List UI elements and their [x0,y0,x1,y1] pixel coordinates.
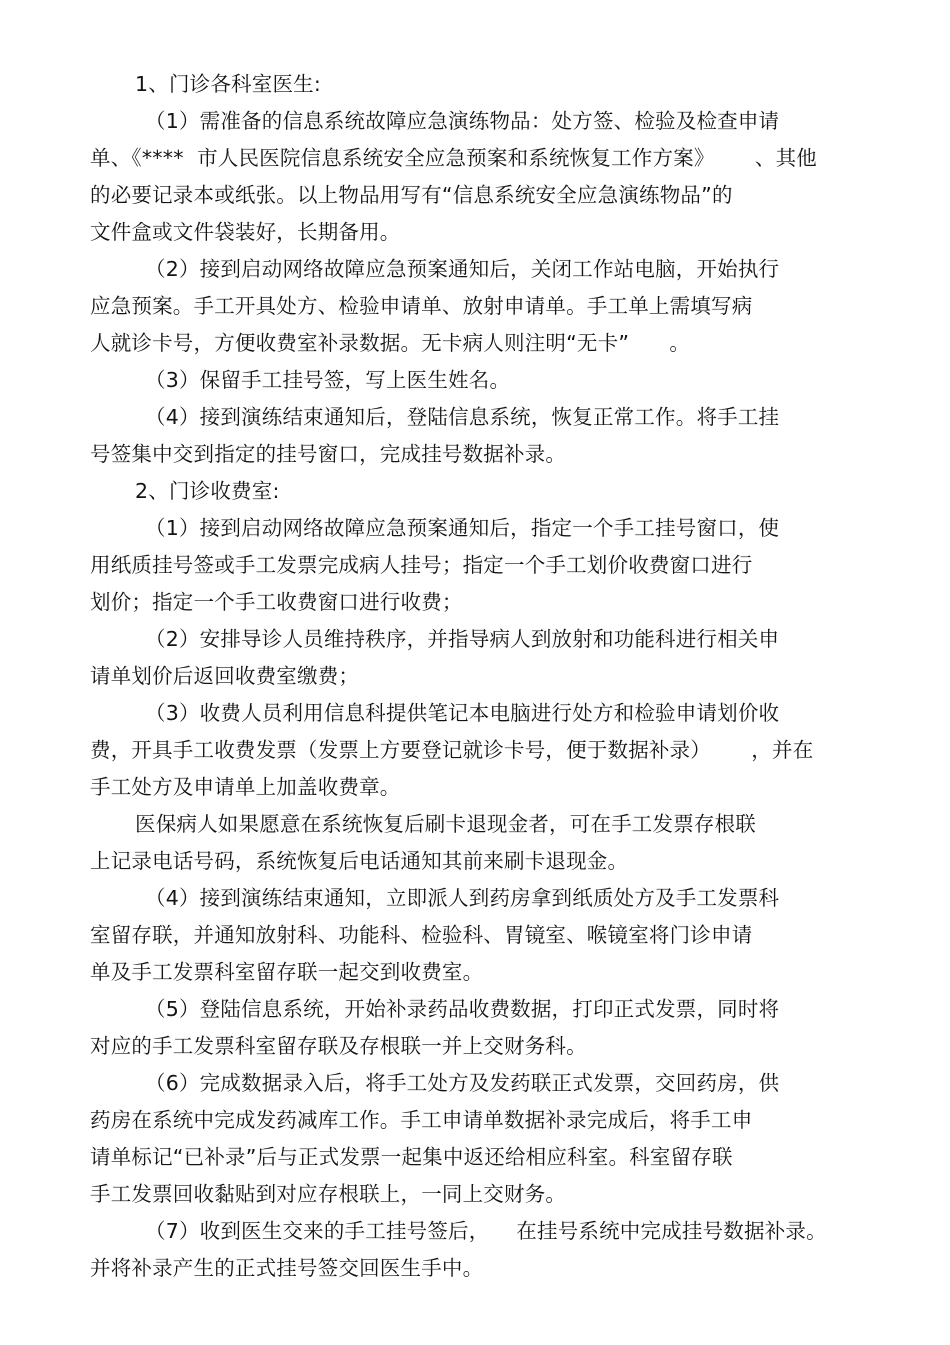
paragraph-line: 医保病人如果愿意在系统恢复后刷卡退现金者，可在手工发票存根联 [135,812,756,836]
paragraph-line: 人就诊卡号，方便收费室补录数据。无卡病人则注明“无卡” 。 [90,331,691,355]
paragraph-line: 请单划价后返回收费室缴费； [90,664,360,688]
paragraph-line: 药房在系统中完成发药减库工作。手工申请单数据补录完成后，将手工申 [90,1108,753,1132]
paragraph-line: 室留存联，并通知放射科、功能科、检验科、胃镜室、喉镜室将门诊申请 [90,923,753,947]
section-heading-2: 2、门诊收费室: [135,479,280,503]
paragraph-line: （4）接到演练结束通知后，登陆信息系统，恢复正常工作。将手工挂 [145,405,780,429]
paragraph-line: 号签集中交到指定的挂号窗口，完成挂号数据补录。 [90,442,567,466]
paragraph-line: （3）保留手工挂号签，写上医生姓名。 [145,368,511,392]
paragraph-line: （1）需准备的信息系统故障应急演练物品：处方签、检验及检查申请 [145,109,780,133]
paragraph-line: 用纸质挂号签或手工发票完成病人挂号；指定一个手工划价收费窗口进行 [90,553,753,577]
paragraph-line: 并将补录产生的正式挂号签交回医生手中。 [90,1256,484,1280]
paragraph-line: 手工处方及申请单上加盖收费章。 [90,775,401,799]
paragraph-line: （6）完成数据录入后，将手工处方及发药联正式发票，交回药房，供 [145,1071,780,1095]
paragraph-line: 单、《**** 市人民医院信息系统安全应急预案和系统恢复工作方案》 、其他 [90,146,817,170]
paragraph-line: 费，开具手工收费发票（发票上方要登记就诊卡号，便于数据补录） ，并在 [90,738,814,762]
paragraph-line: 手工发票回收黏贴到对应存根联上，一同上交财务。 [90,1182,567,1206]
paragraph-line: （7）收到医生交来的手工挂号签后， 在挂号系统中完成挂号数据补录。 [145,1219,827,1243]
paragraph-line: 文件盒或文件袋装好，长期备用。 [90,220,401,244]
paragraph-line: 请单标记“已补录”后与正式发票一起集中返还给相应科室。科室留存联 [90,1145,733,1169]
paragraph-line: （2）安排导诊人员维持秩序，并指导病人到放射和功能科进行相关申 [145,627,780,651]
paragraph-line: 划价；指定一个手工收费窗口进行收费； [90,590,463,614]
paragraph-line: （5）登陆信息系统，开始补录药品收费数据，打印正式发票，同时将 [145,997,780,1021]
paragraph-line: （1）接到启动网络故障应急预案通知后，指定一个手工挂号窗口，使 [145,516,780,540]
paragraph-line: （4）接到演练结束通知，立即派人到药房拿到纸质处方及手工发票科 [145,886,780,910]
paragraph-line: 上记录电话号码，系统恢复后电话通知其前来刷卡退现金。 [90,849,629,873]
paragraph-line: （3）收费人员利用信息科提供笔记本电脑进行处方和检验申请划价收 [145,701,780,725]
paragraph-line: 对应的手工发票科室留存联及存根联一并上交财务科。 [90,1034,587,1058]
paragraph-line: （2）接到启动网络故障应急预案通知后，关闭工作站电脑，开始执行 [145,257,780,281]
paragraph-line: 应急预案。手工开具处方、检验申请单、放射申请单。手工单上需填写病 [90,294,753,318]
paragraph-line: 单及手工发票科室留存联一起交到收费室。 [90,960,484,984]
paragraph-line: 的必要记录本或纸张。以上物品用写有“信息系统安全应急演练物品”的 [90,183,733,207]
section-heading-1: 1、门诊各科室医生: [135,72,321,96]
